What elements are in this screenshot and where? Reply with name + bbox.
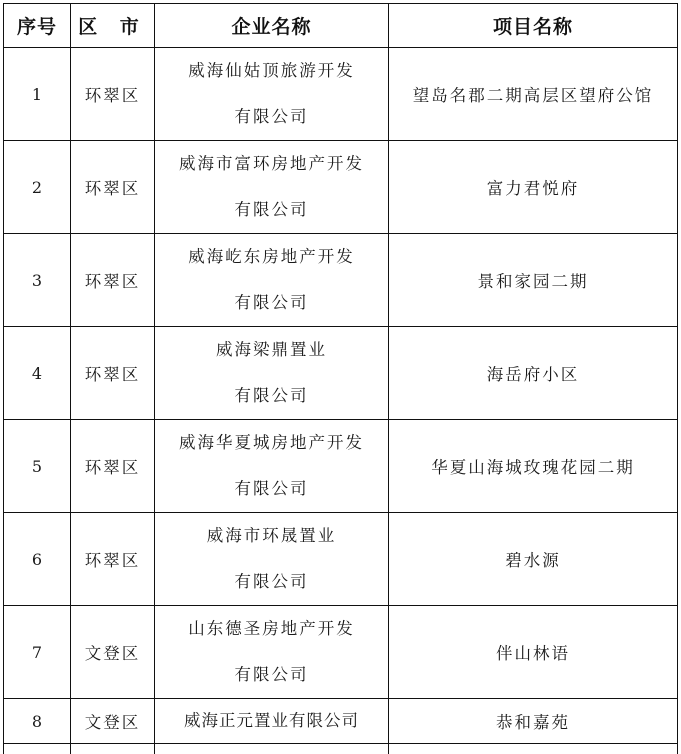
company-line-2: 有限公司 <box>155 187 388 233</box>
row-district: 环翠区 <box>71 48 155 141</box>
company-line-1: 威海市富环房地产开发 <box>155 141 388 187</box>
company-line-2: 有限公司 <box>155 559 388 605</box>
company-line-1: 威海梁鼎置业 <box>155 327 388 373</box>
row-district: 文登区 <box>71 606 155 699</box>
company-line-1: 威海屹东房地产开发 <box>155 234 388 280</box>
row-index: 6 <box>4 513 71 606</box>
row-index: 5 <box>4 420 71 513</box>
row-project: 伴山林语 <box>389 606 678 699</box>
table-row <box>4 606 678 699</box>
table-row <box>4 141 678 234</box>
row-index <box>4 744 71 754</box>
row-district: 环翠区 <box>71 234 155 327</box>
table-row <box>4 234 678 327</box>
company-line-1: 威海正元置业有限公司 <box>155 700 388 742</box>
row-district: 环翠区 <box>71 141 155 234</box>
company-line-2: 有限公司 <box>155 652 388 698</box>
row-project: 富力君悦府 <box>389 141 678 234</box>
company-line-1: 威海市环晟置业 <box>155 513 388 559</box>
row-company <box>155 48 389 141</box>
row-project: 海岳府小区 <box>389 327 678 420</box>
row-project: 碧水源 <box>389 513 678 606</box>
table-row <box>4 327 678 420</box>
row-company <box>155 513 389 606</box>
row-project: 华夏山海城玫瑰花园二期 <box>389 420 678 513</box>
row-project: 恭和嘉苑 <box>389 699 678 744</box>
row-index: 3 <box>4 234 71 327</box>
row-index: 7 <box>4 606 71 699</box>
company-line-1: 山东德圣房地产开发 <box>155 606 388 652</box>
company-line-2: 有限公司 <box>155 466 388 512</box>
row-company <box>155 327 389 420</box>
header-district: 区 市 <box>71 4 155 48</box>
row-company <box>155 606 389 699</box>
row-project: 望岛名郡二期高层区望府公馆 <box>389 48 678 141</box>
row-district: 环翠区 <box>71 513 155 606</box>
row-company <box>155 744 389 754</box>
table-row <box>4 699 678 744</box>
table-row <box>4 48 678 141</box>
project-table <box>3 3 678 754</box>
company-line-2: 有限公司 <box>155 373 388 419</box>
row-project <box>389 744 678 754</box>
company-line-2: 有限公司 <box>155 94 388 140</box>
row-company <box>155 234 389 327</box>
header-company: 企业名称 <box>155 4 389 48</box>
row-project: 景和家园二期 <box>389 234 678 327</box>
table-row <box>4 513 678 606</box>
company-line-2: 有限公司 <box>155 280 388 326</box>
header-index: 序号 <box>4 4 71 48</box>
company-line-1: 威海仙姑顶旅游开发 <box>155 48 388 94</box>
row-index: 4 <box>4 327 71 420</box>
company-line-1: 威海华夏城房地产开发 <box>155 420 388 466</box>
row-district <box>71 744 155 754</box>
table-row <box>4 420 678 513</box>
row-district: 环翠区 <box>71 327 155 420</box>
row-index: 8 <box>4 699 71 744</box>
header-project: 项目名称 <box>389 4 678 48</box>
row-company <box>155 699 389 744</box>
row-index: 1 <box>4 48 71 141</box>
row-index: 2 <box>4 141 71 234</box>
row-district: 文登区 <box>71 699 155 744</box>
row-district: 环翠区 <box>71 420 155 513</box>
header-row <box>4 4 678 48</box>
table-row-partial <box>4 744 678 754</box>
row-company <box>155 420 389 513</box>
row-company <box>155 141 389 234</box>
